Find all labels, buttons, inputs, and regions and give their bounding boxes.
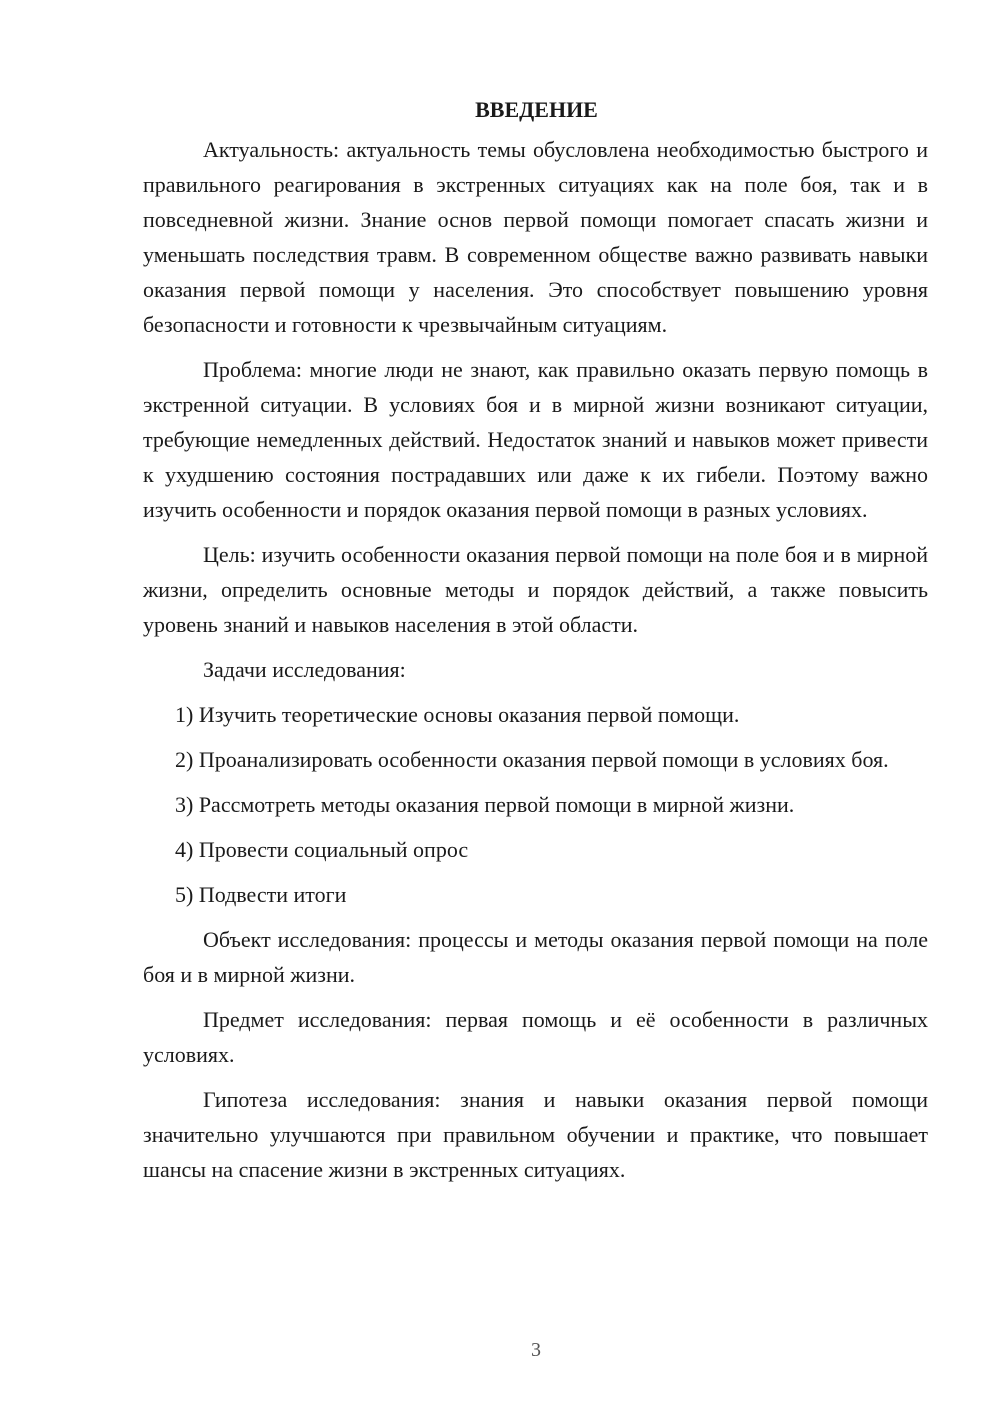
document-body [143, 92, 928, 1197]
tasks-heading: Задачи исследования: [203, 657, 406, 682]
paragraph-object: Объект исследования: процессы и методы оказания первой помощи на поле боя и в мирной жизни. [143, 927, 928, 987]
list-item: 2) Проанализировать особенности оказания первой помощи в условиях боя. [175, 747, 889, 772]
paragraph-relevance: Актуальность: актуальность темы обусловлена необходимостью быстрого и правильного реагирования в экстренных ситуациях как на поле боя, так и в повседневной жизни. Знание основ первой помощи помогает спасать жизни и уменьшать последствия травм. В современном обществе важно развивать навыки оказания первой помощи у населения. Это способствует повышению уровня безопасности и готовности к чрезвычайным ситуациям. [143, 137, 928, 337]
list-item: 3) Рассмотреть методы оказания первой помощи в мирной жизни. [175, 792, 795, 817]
paragraph-hypothesis: Гипотеза исследования: знания и навыки оказания первой помощи значительно улучшаются при правильном обучении и практике, что повышает шансы на спасение жизни в экстренных ситуациях. [143, 1087, 928, 1182]
paragraph-problem: Проблема: многие люди не знают, как правильно оказать первую помощь в экстренной ситуации. В условиях боя и в мирной жизни возникают ситуации, требующие немедленных действий. Недостаток знаний и навыков может привести к ухудшению состояния пострадавших или даже к их гибели. Поэтому важно изучить особенности и порядок оказания первой помощи в разных условиях. [143, 357, 928, 522]
section-title: ВВЕДЕНИЕ [475, 97, 598, 122]
list-item: 1) Изучить теоретические основы оказания первой помощи. [175, 702, 740, 727]
paragraph-subject: Предмет исследования: первая помощь и её особенности в различных условиях. [143, 1007, 928, 1067]
paragraph-goal: Цель: изучить особенности оказания первой помощи на поле боя и в мирной жизни, определить основные методы и порядок действий, а также повысить уровень знаний и навыков населения в этой области. [143, 542, 928, 637]
list-item: 4) Провести социальный опрос [175, 837, 469, 862]
tasks-list [143, 697, 928, 912]
page-number: 3 [531, 1339, 541, 1361]
list-item: 5) Подвести итоги [175, 882, 347, 907]
